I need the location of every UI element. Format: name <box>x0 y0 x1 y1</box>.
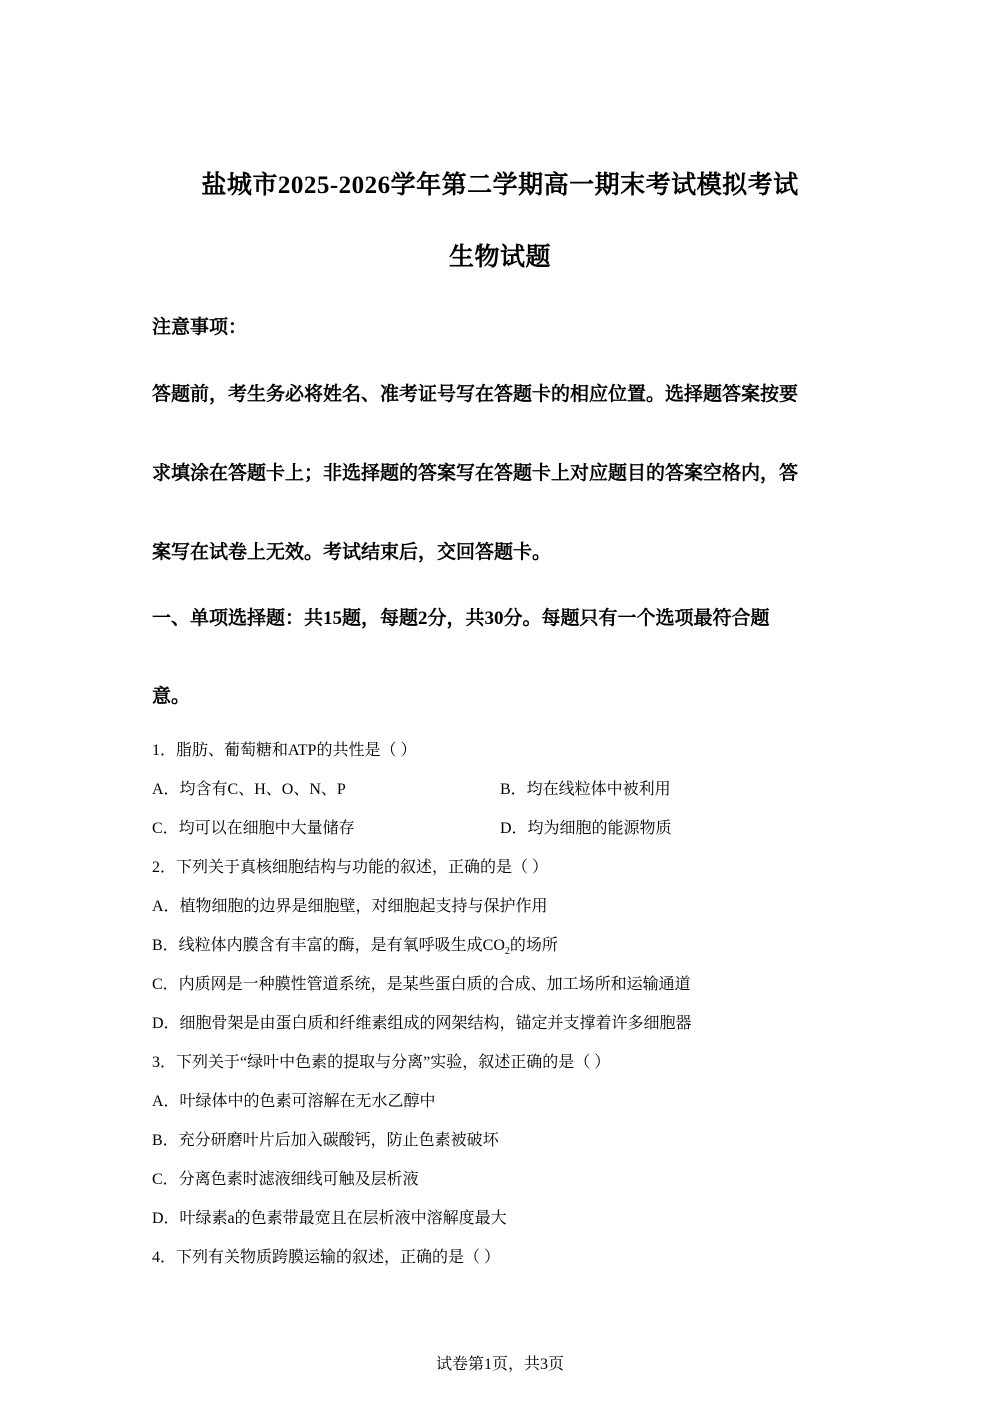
question-2-option-a: A．植物细胞的边界是细胞壁，对细胞起支持与保护作用 <box>152 898 548 915</box>
question-2-option-b-suffix: 的场所 <box>509 937 558 954</box>
question-1-option-a: A．均含有C、H、O、N、P <box>152 781 346 798</box>
question-2-stem: 2．下列关于真核细胞结构与功能的叙述，正确的是（ ） <box>152 859 549 876</box>
question-2-option-b-text: B．线粒体内膜含有丰富的酶，是有氧呼吸生成CO <box>152 937 505 954</box>
question-3-option-a: A．叶绿体中的色素可溶解在无水乙醇中 <box>152 1093 436 1110</box>
section-heading-line-2: 意。 <box>152 686 191 707</box>
question-4-stem: 4．下列有关物质跨膜运输的叙述，正确的是（ ） <box>152 1249 501 1266</box>
question-1-option-d: D．均为细胞的能源物质 <box>500 820 672 837</box>
notice-line-2: 求填涂在答题卡上；非选择题的答案写在答题卡上对应题目的答案空格内，答 <box>152 463 799 484</box>
section-heading-line-1: 一、单项选择题：共15题，每题2分，共30分。每题只有一个选项最符合题 <box>152 608 770 629</box>
question-3-option-b: B．充分研磨叶片后加入碳酸钙，防止色素被破坏 <box>152 1132 499 1149</box>
question-2-option-d: D．细胞骨架是由蛋白质和纤维素组成的网架结构，锚定并支撑着许多细胞器 <box>152 1015 692 1032</box>
exam-subtitle: 生物试题 <box>448 244 551 271</box>
notice-line-1: 答题前，考生务必将姓名、准考证号写在答题卡的相应位置。选择题答案按要 <box>152 384 799 405</box>
question-3-stem: 3．下列关于“绿叶中色素的提取与分离”实验，叙述正确的是（ ） <box>152 1054 611 1071</box>
question-1-option-c: C．均可以在细胞中大量储存 <box>152 820 355 837</box>
page-footer: 试卷第1页，共3页 <box>435 1356 564 1373</box>
question-1-stem: 1．脂肪、葡萄糖和ATP的共性是（ ） <box>152 742 417 759</box>
notice-heading: 注意事项： <box>152 317 248 338</box>
exam-title: 盐城市2025-2026学年第二学期高一期末考试模拟考试 <box>201 172 799 199</box>
question-3-option-d: D．叶绿素a的色素带最宽且在层析液中溶解度最大 <box>152 1210 507 1227</box>
notice-line-3: 案写在试卷上无效。考试结束后，交回答题卡。 <box>152 542 552 563</box>
question-1-option-b: B．均在线粒体中被利用 <box>500 781 671 798</box>
question-3-option-c: C．分离色素时滤液细线可触及层析液 <box>152 1171 419 1188</box>
question-2-option-b-subscript: 2 <box>504 946 510 958</box>
question-2-option-b <box>152 935 558 963</box>
question-2-option-c: C．内质网是一种膜性管道系统，是某些蛋白质的合成、加工场所和运输通道 <box>152 976 691 993</box>
